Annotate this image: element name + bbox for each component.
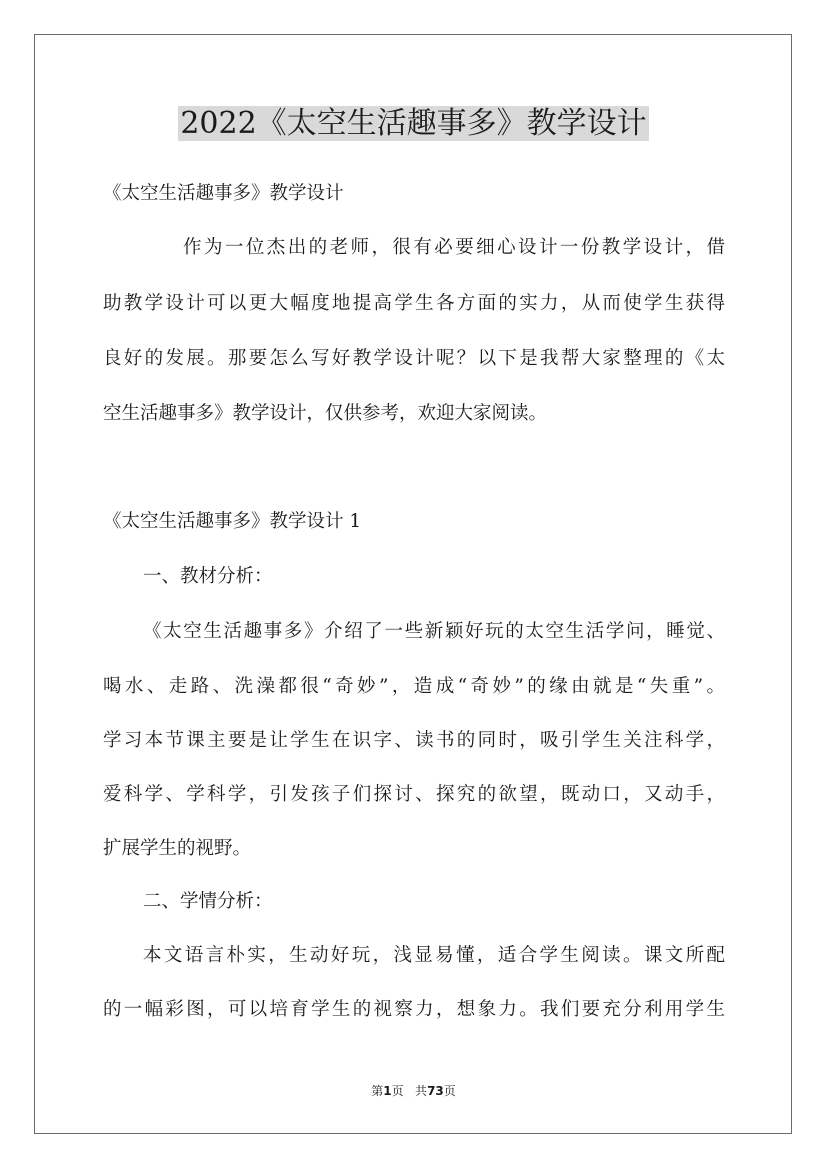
analysis-line: 喝水、走路、洗澡都很“奇妙”，造成“奇妙”的缘由就是“失重”。: [103, 676, 725, 697]
analysis-line: 《太空生活趣事多》介绍了一些新颖好玩的太空生活学问，睡觉、: [143, 621, 725, 642]
document-title-text: 2022《太空生活趣事多》教学设计: [180, 106, 647, 141]
intro-line: 作为一位杰出的老师，很有必要细心设计一份教学设计，借: [183, 237, 725, 258]
learning-line: 的一幅彩图，可以培育学生的视察力，想象力。我们要充分利用学生: [103, 999, 725, 1020]
page-number: 1: [383, 1084, 392, 1098]
analysis-line: 扩展学生的视野。: [103, 838, 252, 859]
analysis-line: 学习本节课主要是让学生在识字、读书的同时，吸引学生关注科学，: [103, 730, 725, 751]
heading-learning: 二、学情分析：: [143, 891, 273, 912]
total-label-post: 页: [443, 1084, 456, 1098]
section-title: 《太空生活趣事多》教学设计 1: [103, 511, 362, 532]
page-footer: [0, 1083, 827, 1099]
intro-line: 良好的发展。那要怎么写好教学设计呢？以下是我帮大家整理的《太: [103, 348, 725, 369]
total-pages: 73: [427, 1084, 444, 1098]
document-title: [0, 104, 827, 144]
intro-line: 助教学设计可以更大幅度地提高学生各方面的实力，从而使学生获得: [103, 293, 725, 314]
page-label-post: 页: [391, 1084, 404, 1098]
total-label-pre: 共: [415, 1084, 428, 1098]
heading-materials: 一、教材分析：: [143, 566, 273, 587]
page-label-pre: 第: [371, 1084, 384, 1098]
intro-line: 空生活趣事多》教学设计，仅供参考，欢迎大家阅读。: [103, 403, 548, 424]
document-subtitle: 《太空生活趣事多》教学设计: [103, 183, 344, 204]
analysis-line: 爱科学、学科学，引发孩子们探讨、探究的欲望，既动口，又动手，: [103, 784, 725, 805]
learning-line: 本文语言朴实，生动好玩，浅显易懂，适合学生阅读。课文所配: [143, 945, 725, 966]
